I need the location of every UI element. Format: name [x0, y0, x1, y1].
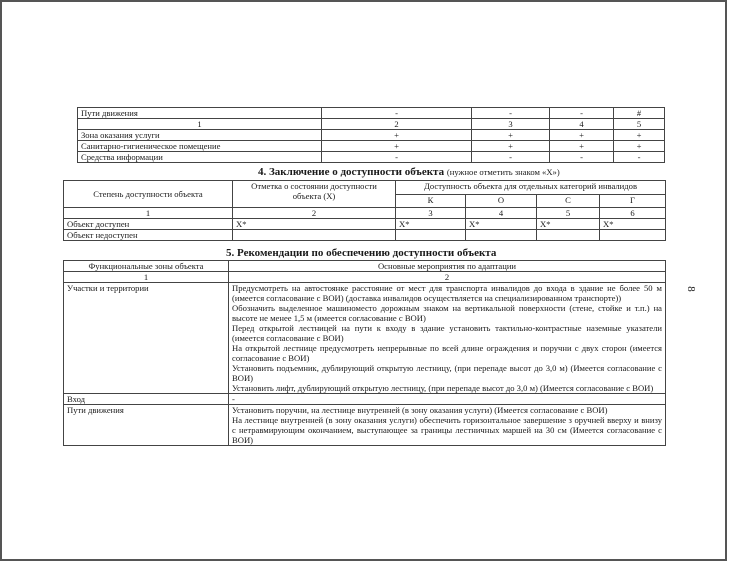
cell: -	[322, 152, 472, 163]
cell	[396, 230, 466, 241]
measure-item: Установить подъемник, дублирующий открытую лестницу, (при перепаде высот до 3,0 м) (Имеется согласование с ВОИ)	[232, 363, 662, 383]
section5-title: 5. Рекомендации по обеспечению доступности объекта	[226, 247, 497, 259]
cat-g: Г	[600, 194, 666, 208]
row-label: Объект недоступен	[64, 230, 233, 241]
cell: 3	[396, 208, 466, 219]
cell: -	[550, 152, 614, 163]
measure-item: На лестнице внутренней (в зону оказания услуги) обеспечить горизонтальное завершение з оручней вверху и внизу с нетравмирующим окончанием, выступающее за границы лестничных маршей на 30 см (Имеется согласование с ВОИ)	[232, 415, 662, 445]
cell: -	[322, 108, 472, 119]
measure-item: Обозначить выделенное машиноместо дорожным знаком на вертикальной поверхности (стене, стойке и т.п.) на высоте не менее 1,5 м (имеется согласование с ВОИ)	[232, 303, 662, 323]
measure-item: Перед открытой лестницей на пути к входу в здание установить тактильно-контрастные наземные указатели (имеется согласование с ВОИ)	[232, 323, 662, 343]
cell: 2	[233, 208, 396, 219]
zone-label: Зона оказания услуги	[78, 130, 322, 141]
cat-o: О	[466, 194, 537, 208]
table-row	[78, 152, 665, 163]
cell: +	[472, 130, 550, 141]
cell: 4	[550, 119, 614, 130]
cell: Х*	[396, 219, 466, 230]
measures-cell	[229, 283, 666, 394]
table-row	[78, 108, 665, 119]
measure-item: Установить лифт, дублирующий открытую лестницу, (при перепаде высот до 3,0 м) (Имеется согласование с ВОИ)	[232, 383, 654, 393]
cell: #	[614, 108, 665, 119]
header-categories: Доступность объекта для отдельных категорий инвалидов	[396, 181, 666, 195]
cell: 1	[64, 272, 229, 283]
cell: +	[614, 130, 665, 141]
cat-s: С	[537, 194, 600, 208]
cell: 3	[472, 119, 550, 130]
header-degree: Степень доступности объекта	[64, 181, 233, 208]
section4-heading	[258, 166, 560, 178]
cell: Х*	[233, 219, 396, 230]
cell: -	[472, 108, 550, 119]
cell: 5	[614, 119, 665, 130]
cell: +	[322, 141, 472, 152]
cell: 5	[537, 208, 600, 219]
cell: Х*	[600, 219, 666, 230]
cell: 2	[229, 272, 666, 283]
header-zones: Функциональные зоны объекта	[64, 261, 229, 272]
zone-label: Участки и территории	[64, 283, 229, 394]
section4-title: 4. Заключение о доступности объекта	[258, 166, 445, 178]
zone-label: Пути движения	[64, 405, 229, 446]
cell: 1	[78, 119, 322, 130]
table-row-numbers	[64, 272, 666, 283]
cell	[537, 230, 600, 241]
cell: +	[472, 141, 550, 152]
table-row	[64, 230, 666, 241]
table-row-numbers	[78, 119, 665, 130]
cell: +	[550, 130, 614, 141]
table-row	[78, 141, 665, 152]
cell: Х*	[466, 219, 537, 230]
cell: +	[322, 130, 472, 141]
cell: 4	[466, 208, 537, 219]
table-row-numbers	[64, 208, 666, 219]
cell: +	[614, 141, 665, 152]
accessibility-conclusion-table	[63, 180, 666, 241]
cat-k: К	[396, 194, 466, 208]
table-row	[64, 283, 666, 394]
zone-label: Пути движения	[78, 108, 322, 119]
cell: -	[472, 152, 550, 163]
zone-label: Средства информации	[78, 152, 322, 163]
cell: 2	[322, 119, 472, 130]
measure-item: На открытой лестнице предусмотреть непрерывные по всей длине ограждения и поручни с двух сторон (имеется согласование с ВОИ)	[232, 343, 662, 363]
row-label: Объект доступен	[64, 219, 233, 230]
table-row	[64, 219, 666, 230]
cell	[600, 230, 666, 241]
table-row	[78, 130, 665, 141]
cell	[233, 230, 396, 241]
table-row	[64, 405, 666, 446]
table-row	[64, 394, 666, 405]
measure-item: Установить поручни, на лестнице внутренней (в зону оказания услуги) (Имеется согласование с ВОИ)	[232, 405, 608, 415]
measure-item: -	[229, 394, 666, 405]
zone-label: Вход	[64, 394, 229, 405]
cell: -	[614, 152, 665, 163]
header-measures: Основные мероприятия по адаптации	[229, 261, 666, 272]
cell	[466, 230, 537, 241]
page-number: 8	[684, 286, 697, 292]
cell: Х*	[537, 219, 600, 230]
recommendations-table	[63, 260, 666, 446]
section4-note: (нужное отметить знаком «Х»)	[446, 167, 560, 177]
cell: 6	[600, 208, 666, 219]
measure-item: Предусмотреть на автостоянке расстояние от мест для транспорта инвалидов до входа в здание не более 50 м (имеется согласование с ВОИ) (доставка инвалидов осуществляется на специализированном транспорте))	[232, 283, 662, 303]
cell: -	[550, 108, 614, 119]
cell: 1	[64, 208, 233, 219]
measures-cell	[229, 405, 666, 446]
header-mark: Отметка о состоянии доступности объекта (Х)	[233, 181, 396, 208]
cell: +	[550, 141, 614, 152]
zones-table	[77, 107, 665, 163]
zone-label: Санитарно-гигиеническое помещение	[78, 141, 322, 152]
